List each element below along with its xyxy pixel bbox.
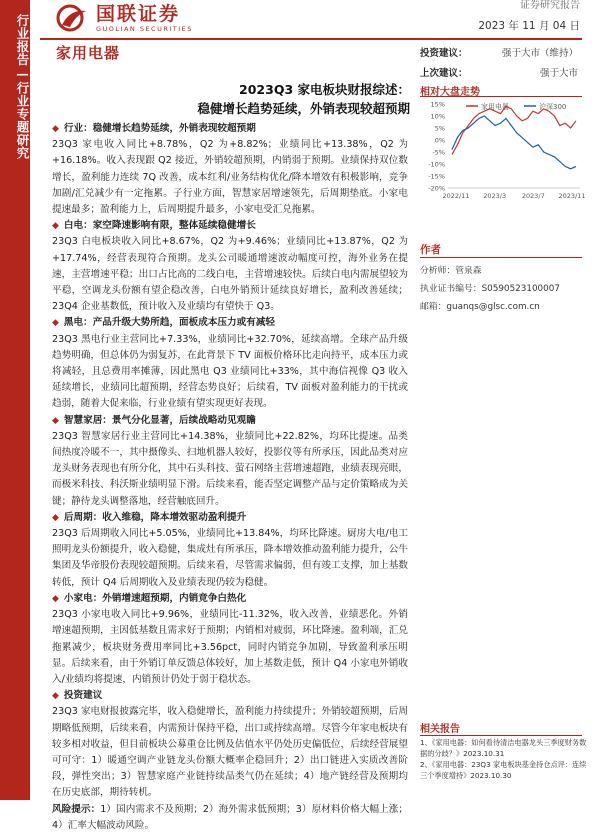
report-date: 2023 年 11 月 04 日 (478, 20, 580, 32)
industry-label: 家用电器 (56, 44, 121, 62)
diamond-bullet-icon: ◆ (52, 221, 59, 232)
section-heading: 小家电：外销增速超预期，内销竞争白热化 (63, 592, 247, 604)
legend-label: 沪深300 (539, 103, 567, 111)
invest-rating-label: 投资建议： (420, 48, 468, 59)
section-body: 23Q3 智慧家居行业主营同比+14.38%，业绩同比+22.82%，均环比提速。品类间热度冷暖不一，其中摄像头、扫地机器人较好，投影仪等有所承压，因此品类对应龙头财务表现也有所分化，其中石头科技、萤石网络主营增速超跑，业绩表现亮眼，而极米科技、科沃斯业绩明显下滑。后续来看，能否坚定调整产品与定价策略成为关键；静待龙头调整落地，经营触底回升。 (52, 430, 408, 507)
y-tick-label: 5% (434, 124, 445, 133)
rating-block (420, 42, 582, 82)
title-line-2: 稳健增长趋势延续，外销表现较超预期 (197, 101, 410, 116)
chart-title: 相对大盘走势 (420, 87, 480, 98)
license-number: S0590523100007 (481, 284, 560, 294)
section-heading: 智慧家居：景气分化显著，后续战略动见观瞻 (63, 414, 256, 426)
x-tick-label: 2022/11 (442, 192, 470, 200)
section-body: 23Q3 后周期收入同比+5.05%，业绩同比+13.84%，均环比降速。厨房大电/电工照明龙头份额提升，收入稳健，集成灶有所承压，降本增效推动盈利能力提升，公牛集团及华帝股份表现较超预期。后续来看，尽管需求偏弱，但有竣工支撑，加上基数转低，预计 Q4 后周期收入及业绩表现仍较为稳健。 (52, 528, 408, 588)
x-tick-label: 2023/3 (483, 192, 507, 200)
logo-mark-icon (56, 3, 92, 33)
company-logo (56, 3, 193, 33)
x-tick-label: 2023/11 (558, 192, 586, 200)
section-heading: 后周期：收入维稳，降本增效驱动盈利提升 (63, 511, 247, 523)
section-body: 23Q3 黑电行业主营同比+7.33%，业绩同比+32.70%，延续高增。全球产品升级趋势明确，但总体仍为弱复苏，在此背景下 TV 面板价格环比走向持平，成本压力或将减轻，且总费用率摊薄，因此黑电 Q3 业绩同比+33%，其中海信视像 Q3 收入延续增长，业绩同比超预期，经营态势良好；后续看，TV 面板对盈利能力的干扰或趋弱，随着大促来临，行业业绩有望实现更好表现。 (52, 333, 408, 410)
license-label: 执业证书编号： (420, 284, 482, 294)
y-tick-label: 0% (434, 136, 445, 145)
analyst-label: 分析师： (420, 266, 456, 276)
section-heading: 行业：稳健增长趋势延续，外销表现较超预期 (63, 123, 256, 134)
y-tick-label: -15% (428, 172, 445, 181)
relative-performance-chart (418, 96, 586, 208)
series-line (452, 116, 576, 169)
author-section-title: 作者 (420, 244, 441, 256)
header-divider (40, 38, 582, 40)
author-divider (420, 257, 582, 258)
section-body: 23Q3 白电板块收入同比+8.67%，Q2 为+9.46%；业绩同比+13.87%，Q2 为+17.74%，经营表现符合预期。龙头公司暖通增速波动幅度可控，海外业务在提速，主营增速平稳；出口占比高的二线白电，主营增速较快。后续白电内需展望较为平稳，空调龙头份额有望企稳改善，白电外销预计延续良好增长，盈利改善延续；23Q4 企业基数低，预计收入及业绩均有望快于 Q3。 (52, 236, 408, 313)
x-tick-label: 2023/7 (521, 192, 545, 200)
report-type: 证券研究报告 (520, 0, 580, 11)
logo-chinese: 国联证券 (96, 3, 181, 25)
email-label: 邮箱： (420, 302, 447, 312)
risk-body: 1）国内需求不及预期；2）海外需求低预期；3）原材料价格大幅上涨；4）汇率大幅波动风险。 (52, 803, 409, 831)
y-tick-label: -10% (428, 160, 445, 169)
last-rating-value: 强于大市 (539, 68, 578, 79)
y-tick-label: 10% (430, 112, 445, 121)
analyst-name: 管泉森 (455, 266, 482, 276)
section (52, 121, 408, 218)
risk-warning (52, 802, 408, 834)
series-line (452, 106, 576, 154)
y-tick-label: 15% (430, 100, 445, 109)
section (52, 688, 408, 801)
diamond-bullet-icon: ◆ (52, 318, 59, 329)
section-heading: 白电：家空降速影响有限，整体延续稳健增长 (63, 220, 256, 232)
related-report-item[interactable]: 2、《家用电器：23Q3 家电板块基金持仓点评：连续三个季度增持》2023.10.30 (420, 760, 587, 780)
section-heading: 黑电：产品升级大势所趋，面板成本压力或有减轻 (63, 317, 275, 329)
side-banner (0, 0, 30, 800)
legend-label: 家用电器 (481, 103, 509, 111)
diamond-bullet-icon: ◆ (52, 593, 59, 604)
related-report-item[interactable]: 1、《家用电器：如何看待清洁电器龙头三季度财务数据的分歧？》2023.10.31 (420, 738, 587, 758)
email-link[interactable]: guanqs@glsc.com.cn (446, 302, 540, 312)
last-rating-label: 上次建议： (420, 68, 468, 79)
diamond-bullet-icon: ◆ (52, 512, 59, 523)
section-body: 23Q3 家电财报披露完毕，收入稳健增长，盈利能力持续提升；外销较超预期，后周期略低预期，后续来看，内需预计保持平稳，出口或持续高增。尽管今年家电板块有较多相对收益，但目前板块公募重仓比例及估值水平仍处历史偏低位，后续经营展望可可守：1）暖通空调产业链龙头份额大概率企稳回升；2）出口链进入实质改善阶段，弹性突出；3）智慧家庭产业链持续品类气仍在延续；4）地产链经营及预期均在历史底部，期待转机。 (52, 706, 408, 799)
title-line-1: 2023Q3 家电板块财报综述： (239, 82, 410, 97)
section (52, 413, 408, 510)
invest-rating-value: 强于大市（维持） (501, 48, 578, 59)
y-tick-label: -5% (432, 148, 445, 157)
section (52, 591, 408, 688)
section (52, 315, 408, 412)
diamond-bullet-icon: ◆ (52, 415, 59, 426)
logo-english: GUOLIAN SECURITIES (96, 25, 193, 33)
related-reports-title: 相关报告 (420, 724, 460, 735)
section-body: 23Q3 家电收入同比+8.78%，Q2 为+8.82%；业绩同比+13.38%，Q2 为+16.18%。收入表现跟 Q2 接近，外销较超预期，内销弱于预期。业绩保持双位数增长，盈利能力连续 7Q 改善，成本红利/业务结构优化/降本增效有积极影响，竞争加剧/汇兑减少有一定拖累。子行业方面，智慧家居增速领先，后周期垫底。小家电提速最多；盈利能力上，后周期提升最多，小家电受汇兑拖累。 (52, 139, 408, 216)
side-banner-text: 行业报告—行业专题研究 (15, 14, 30, 160)
report-title (40, 80, 410, 118)
section (52, 218, 408, 315)
risk-heading: 风险提示： (52, 803, 101, 815)
related-reports-list (420, 738, 588, 782)
main-content (52, 121, 408, 834)
diamond-bullet-icon: ◆ (52, 691, 59, 702)
section-body: 23Q3 小家电收入同比+9.96%，业绩同比-11.32%，收入改善，业绩恶化。外销增速超预期，主因低基数且需求好于预期；内销相对疲弱，环比降速。盈利端，汇兑拖累减少，板块财务费用率同比+3.56pct，同时内销竞争加剧，导致盈利承压明显。后续来看，由于外销订单反馈总体较好，加上基数走低，预计 Q4 小家电外销收入/业绩均将提速，内销预计仍处于弱于稳状态。 (52, 609, 408, 685)
y-tick-label: -20% (428, 184, 445, 193)
section (52, 510, 408, 591)
diamond-bullet-icon: ◆ (52, 124, 59, 134)
author-info (420, 262, 560, 316)
related-divider (420, 735, 582, 736)
section-heading: 投资建议 (63, 690, 103, 702)
